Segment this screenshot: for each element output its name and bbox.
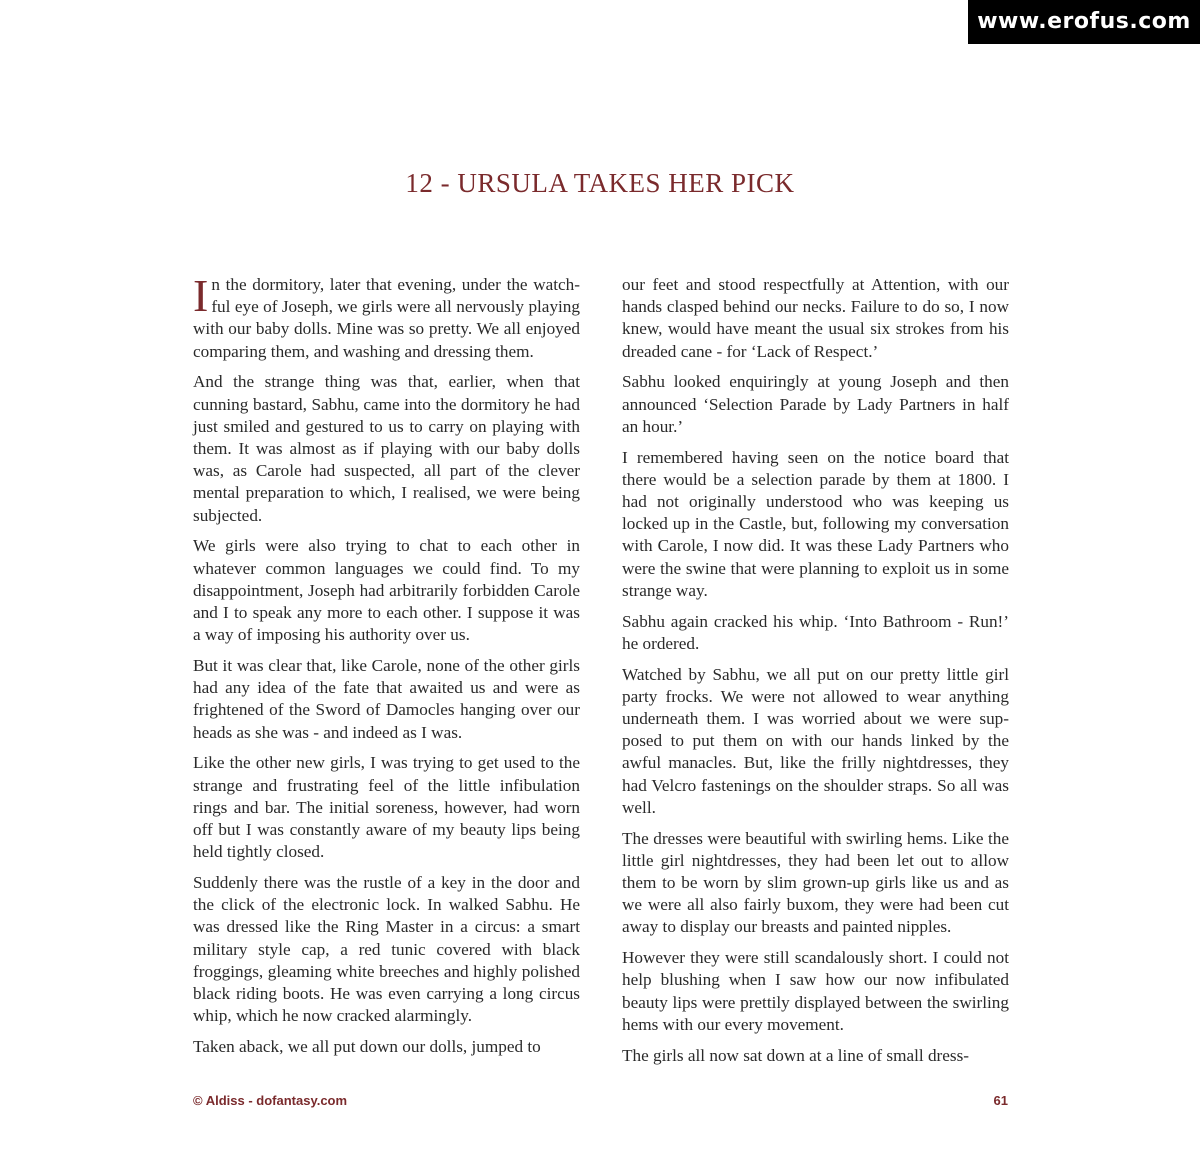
paragraph: Sabhu looked enquiringly at young Joseph and then announced ‘Selection Parade by Lady Partners in half an hour.’ — [622, 372, 1009, 436]
footer-copyright: © Aldiss - dofantasy.com — [193, 1093, 348, 1108]
left-column — [193, 270, 580, 1067]
paragraph: Watched by Sabhu, we all put on our pretty little girl party frocks. We were not allowed to wear anything underneath them. I was worried about we were supposed to put them on with our hands linked by the awful manacles. But, like the frilly nightdresses, they had Velcro fastenings on the shoulder straps. So all was well. — [622, 664, 1009, 817]
paragraph — [193, 270, 580, 363]
paragraph: And the strange thing was that, earlier, when that cunning bastard, Sabhu, came into the dormitory he had just smiled and gestured to us to carry on playing with them. It was almost as if playing with our baby dolls was, as Carole had suspected, all part of the clever mental preparation to which, I realised, we were being subjected. — [193, 372, 580, 525]
chapter-title: 12 - URSULA TAKES HER PICK — [405, 168, 795, 198]
paragraph: However they were still scandalously short. I could not help blushing when I saw how our now infibulated beauty lips were prettily displayed between the swirling hems with our every movement. — [622, 948, 1009, 1034]
paragraph: I remembered having seen on the notice board that there would be a selection parade by them at 1800. I had not originally understood who was keeping us locked up in the Castle, but, following my conversation with Carole, I now did. It was these Lady Partners who were the swine that were planning to exploit us in some strange way. — [622, 447, 1009, 600]
paragraph: Like the other new girls, I was trying to get used to the strange and frustrating feel of the little infibulation rings and bar. The initial soreness, however, had worn off but I was constantly aware of my beauty lips being held tightly closed. — [193, 753, 580, 862]
paragraph: Taken aback, we all put down our dolls, jumped to — [193, 1037, 541, 1057]
paragraph: Suddenly there was the rustle of a key in the door and the click of the electronic lock. In walked Sabhu. He was dressed like the Ring Master in a circus: a smart military style cap, a red tunic covered with black froggings, gleaming white breeches and highly polished black riding boots. He was even carrying a long circus whip, which he now cracked alarmingly. — [193, 873, 580, 1026]
drop-cap: I — [193, 270, 209, 321]
paragraph-text: n the dormitory, later that evening, under the watchful eye of Joseph, we girls were all nervously playing with our baby dolls. Mine was so pretty. We all enjoyed comparing them, and washing and dressing them. — [193, 275, 580, 361]
paragraph: The dresses were beautiful with swirling hems. Like the little girl nightdresses, they had been let out to allow them to be worn by slim grown-up girls like us and as we were all also fairly buxom, they were had been cut away to display our breasts and painted nipples. — [622, 828, 1009, 937]
paragraph: our feet and stood respectfully at Attention, with our hands clasped behind our necks. Failure to do so, I now knew, would have meant the usual six strokes from his dreaded cane - for ‘Lack of Respect.’ — [622, 275, 1009, 361]
watermark: www.erofus.com — [968, 0, 1200, 44]
paragraph: Sabhu again cracked his whip. ‘Into Bathroom - Run!’ he ordered. — [622, 611, 1009, 653]
paragraph: We girls were also trying to chat to each other in whatever common languages we could find. To my disappointment, Joseph had arbitrarily forbidden Carole and I to speak any more to each other. I suppose it was a way of imposing his authority over us. — [193, 536, 580, 645]
right-column — [622, 274, 1009, 1075]
paragraph: But it was clear that, like Carole, none of the other girls had any idea of the fate that awaited us and were as frightened of the Sword of Damocles hanging over our heads as she was - and indeed as I was. — [193, 656, 580, 742]
paragraph: The girls all now sat down at a line of small dress- — [622, 1045, 970, 1065]
page-number: 61 — [993, 1093, 1008, 1108]
